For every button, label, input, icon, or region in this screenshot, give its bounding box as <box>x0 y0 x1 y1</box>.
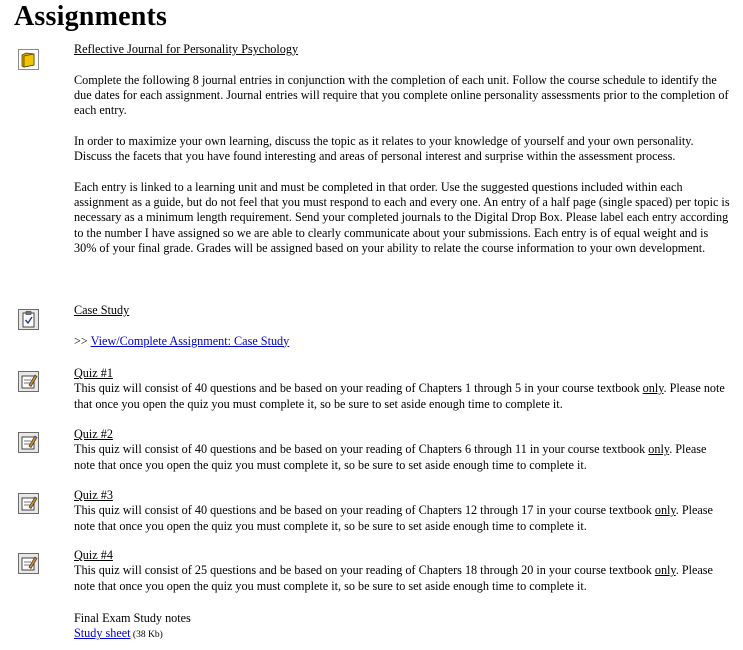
quiz-4-description <box>74 563 730 594</box>
quiz-2-description <box>74 442 730 473</box>
view-complete-case-study-link[interactable]: View/Complete Assignment: Case Study <box>90 333 290 348</box>
reflective-journal-title[interactable]: Reflective Journal for Personality Psychology <box>74 42 299 56</box>
quiz-3-title[interactable]: Quiz #3 <box>74 488 113 502</box>
quiz-1-desc-text-after: . Please note that once you open the quiz you must complete it, so be sure to set aside enough time to complete it. <box>74 381 725 411</box>
quiz-3-description <box>74 503 730 534</box>
quiz-pencil-icon <box>18 553 39 574</box>
quiz-4-desc-text-after: . Please note that once you open the quiz you must complete it, so be sure to set aside enough time to complete it. <box>74 563 713 593</box>
quiz-4-title[interactable]: Quiz #4 <box>74 548 113 562</box>
journal-paragraph-2: In order to maximize your own learning, discuss the topic as it relates to your knowledge of yourself and your own personality. Discuss the facets that you have found interesting and areas of personal interest and surprise within the assessment process. <box>74 133 694 164</box>
quiz-4-desc-text: This quiz will consist of 25 questions and be based on your reading of Chapters 18 through 20 in your course textbook <box>74 563 655 578</box>
quiz-2-desc-text-after: . Please note that once you open the quiz you must complete it, so be sure to set aside enough time to complete it. <box>74 442 707 472</box>
journal-paragraph-1: Complete the following 8 journal entries in conjunction with the completion of each unit. Follow the course schedule to identify the due dates for each assignment. Journal entries will require that you complete online personality assessments prior to the completion of each entry. <box>74 72 729 118</box>
quiz-2-title[interactable]: Quiz #2 <box>74 427 113 441</box>
quiz-2-only: only <box>648 442 670 457</box>
quiz-1-title[interactable]: Quiz #1 <box>74 366 113 380</box>
folder-icon <box>18 49 39 70</box>
case-study-link-line <box>74 334 730 349</box>
clipboard-check-icon <box>18 309 39 330</box>
final-exam-title: Final Exam Study notes <box>74 611 191 625</box>
quiz-pencil-icon <box>18 493 39 514</box>
study-sheet-link[interactable]: Study sheet <box>74 626 131 641</box>
page-title: Assignments <box>14 1 168 32</box>
quiz-1-desc-text: This quiz will consist of 40 questions and be based on your reading of Chapters 1 through 5 in your course textbook <box>74 381 643 396</box>
quiz-3-desc-text-after: . Please note that once you open the quiz you must complete it, so be sure to set aside enough time to complete it. <box>74 503 713 533</box>
quiz-1-only: only <box>642 381 664 396</box>
quiz-3-desc-text: This quiz will consist of 40 questions and be based on your reading of Chapters 12 through 17 in your course textbook <box>74 503 655 518</box>
link-prefix: >> <box>74 333 91 348</box>
file-size-note: (38 Kb) <box>130 630 163 641</box>
quiz-1-description <box>74 381 730 412</box>
journal-paragraph-3: Each entry is linked to a learning unit and must be completed in that order. Use the suggested questions included within each assignment as a guide, but do not feel that you must respond to each and every one. An entry of a half page (single spaced) per topic is necessary as a minimum length requirement. Send your completed journals to the Digital Drop Box. Please label each entry according to the number I have assigned so we are able to clearly communicate about your submissions. Each entry is of equal weight and is 30% of your final grade. Grades will be assigned based on your ability to relate the course information to your own development. <box>74 179 730 255</box>
quiz-4-only: only <box>654 563 676 578</box>
quiz-3-only: only <box>654 503 676 518</box>
case-study-title[interactable]: Case Study <box>74 303 130 317</box>
quiz-pencil-icon <box>18 371 39 392</box>
study-sheet-line <box>74 626 730 643</box>
quiz-pencil-icon <box>18 432 39 453</box>
quiz-2-desc-text: This quiz will consist of 40 questions and be based on your reading of Chapters 6 through 11 in your course textbook <box>74 442 649 457</box>
